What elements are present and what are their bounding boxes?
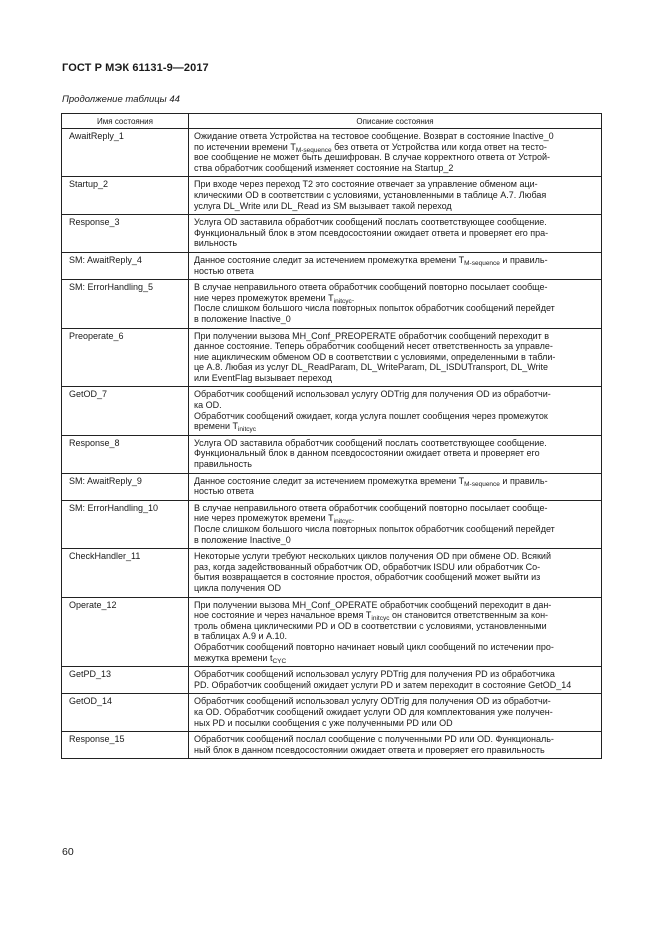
line-text: . [351,292,355,303]
state-description-cell [189,328,602,387]
state-description-cell [189,387,602,435]
line-text: он становится ответственным за кон- [389,610,549,621]
description-line: бытия возвращается в состояние простоя, обработчик сообщений может выйти из [194,572,541,583]
description-line: Обработчик сообщений использовал услугу ODTrig для получения OD из обработчи- [194,389,551,400]
line-text: ние через промежуток времени T [194,513,334,524]
line-text: ное состояние и через начальное время T [194,610,372,621]
description-line: В случае неправильного ответа обработчик сообщений повторно посылает сообще- [194,282,548,293]
description-line: В случае неправильного ответа обработчик сообщений повторно посылает сообще- [194,502,548,513]
description-line: в таблицах A.9 и A.10. [194,631,288,642]
description-line: После слишком большого числа повторных попыток обработчик сообщений перейдет [194,524,555,534]
state-name-cell: GetOD_7 [62,387,189,435]
line-text: времени T [194,421,238,432]
state-name-cell: SM: ErrorHandling_10 [62,500,189,548]
state-description-cell [189,177,602,215]
description-line: Некоторые услуги требуют нескольких циклов получения OD при обмене OD. Всякий [194,551,551,562]
subscript: initcyc [237,426,257,434]
table-row [62,549,602,597]
description-line: цикла получения OD [194,582,281,593]
state-description-cell [189,473,602,500]
state-name-cell: GetOD_14 [62,694,189,732]
state-name-cell: AwaitReply_1 [62,129,189,177]
state-description-cell [189,667,602,694]
state-table [61,113,602,759]
table-row [62,732,602,759]
line-text: без ответа от Устройства или когда ответ на тесто- [331,141,547,152]
line-text: межутка времени t [194,652,273,663]
state-description-cell [189,694,602,732]
table-row [62,435,602,473]
description-line [194,610,595,621]
state-name-cell: Response_8 [62,435,189,473]
description-line: При получении вызова MH_Conf_PREOPERATE обработчик сообщений переходит в [194,330,550,341]
subscript: initcyc [333,297,352,305]
state-name-cell: SM: AwaitReply_9 [62,473,189,500]
state-name-cell: SM: AwaitReply_4 [62,252,189,279]
table-row [62,252,602,279]
description-line [194,142,595,153]
description-line: клическими OD в соответствии с условиями, установленными в таблице A.7. Любая [194,189,547,200]
table-row [62,473,602,500]
state-description-cell [189,732,602,759]
table-continuation-caption: Продолжение таблицы 44 [62,94,180,105]
description-line: После слишком большого числа повторных попыток обработчик сообщений перейдет [194,303,555,314]
description-line: Обработчик сообщений использовал услугу PDTrig для получения PD из обработчика [194,669,555,680]
state-description-cell [189,597,602,667]
state-name-cell: Startup_2 [62,177,189,215]
description-line: ка OD. Обработчик сообщений ожидает услуги OD для комплектования уже получен- [194,706,553,717]
table-header-row [62,114,602,129]
description-line: При получении вызова MH_Conf_OPERATE обработчик сообщений переходит в дан- [194,599,552,610]
description-line: ностью ответа [194,265,254,276]
table-row [62,500,602,548]
column-header-state-name: Имя состояния [62,114,189,129]
state-description-cell [189,129,602,177]
description-line: Услуга OD заставила обработчик сообщений послать соответствующее сообщение. [194,217,547,228]
description-line: вильность [194,238,238,249]
description-line: Обработчик сообщений повторно начинает новый цикл сообщений по истечении про- [194,641,554,652]
table-row [62,177,602,215]
description-line: вое сообщение не может быть дешифрован. В случае корректного ответа от Устрой- [194,152,550,163]
subscript: M-sequence [464,259,500,267]
table-row [62,387,602,435]
description-line: Обработчик сообщений использовал услугу ODTrig для получения OD из обработчи- [194,696,551,707]
state-name-cell: Operate_12 [62,597,189,667]
state-description-cell [189,215,602,253]
line-text: и правиль- [499,254,548,265]
state-description-cell [189,252,602,279]
description-line: ностью ответа [194,486,254,497]
table-row [62,694,602,732]
description-line: ка OD. [194,400,222,411]
description-line: раз, когда задействованный обработчик OD, обработчик ISDU или обработчик Со- [194,561,541,572]
description-line [194,421,595,432]
description-line [194,513,595,524]
column-header-state-description: Описание состояния [189,114,602,129]
description-line: Обработчик сообщений послал сообщение с полученными PD или OD. Функциональ- [194,734,554,745]
description-line [194,653,595,664]
description-line: ние ациклическим обменом OD в соответствии с условиями, определенными в табли- [194,351,556,362]
state-name-cell: Response_15 [62,732,189,759]
description-line [194,255,595,266]
table-row [62,597,602,667]
state-name-cell: GetPD_13 [62,667,189,694]
state-name-cell: SM: ErrorHandling_5 [62,280,189,328]
line-text: по истечении времени T [194,141,296,152]
subscript: M-sequence [464,480,500,488]
state-name-cell: CheckHandler_11 [62,549,189,597]
description-line: услуга DL_Write или DL_Read из SM вызывает такой переход [194,200,452,211]
state-name-cell: Preoperate_6 [62,328,189,387]
table-row [62,129,602,177]
subscript: initcyc [333,518,352,526]
line-text: и правиль- [499,475,548,486]
description-line: ных PD и посылки сообщения с уже полученными PD или OD [194,717,453,728]
subscript: M-sequence [295,146,332,154]
description-line: PD. Обработчик сообщений ожидает услуги PD и затем переходит в состояние GetOD_14 [194,679,572,690]
description-line: правильность [194,459,252,470]
description-line [194,476,595,487]
description-line: При входе через переход T2 это состояние отвечает за управление обменом аци- [194,179,538,190]
description-line: це A.8. Любая из услуг DL_ReadParam, DL_WriteParam, DL_ISDUTransport, DL_Write [194,362,549,373]
standard-number: ГОСТ Р МЭК 61131-9—2017 [62,62,209,74]
state-description-cell [189,500,602,548]
table-row [62,667,602,694]
description-line: или EventFlag вызывает переход [194,372,332,383]
line-text: Данное состояние следит за истечением промежутка времени T [194,254,465,265]
description-line: Услуга OD заставила обработчик сообщений послать соответствующее сообщение. [194,437,547,448]
line-text: Данное состояние следит за истечением промежутка времени T [194,475,465,486]
description-line [194,293,595,304]
description-line: в положение Inactive_0 [194,313,291,324]
description-line: данное состояние. Теперь обработчик сообщений несет ответственность за управле- [194,341,553,352]
description-line: Обработчик сообщений ожидает, когда услуга пошлет сообщения через промежуток [194,410,548,421]
state-description-cell [189,549,602,597]
subscript: initcyc [371,615,390,623]
state-description-cell [189,280,602,328]
description-line: Функциональный блок в данном псевдосостоянии ожидает ответа и проверяет его [194,448,540,459]
table-row [62,215,602,253]
description-line: Ожидание ответа Устройства на тестовое сообщение. Возврат в состояние Inactive_0 [194,131,554,141]
description-line: ства обработчик сообщений изменяет состояние на Startup_2 [194,162,454,173]
description-line: Функциональный блок в этом псевдосостоянии ожидает ответа и проверяет его пра- [194,227,549,238]
description-line: в положение Inactive_0 [194,534,291,545]
state-description-cell [189,435,602,473]
description-line: ный блок в данном псевдосостоянии ожидает ответа и проверяет его правильность [194,744,545,755]
line-text: ние через промежуток времени T [194,292,334,303]
description-line: троль обмена циклическими PD и OD в соответствии с условиями, установленными [194,620,547,631]
table-row [62,280,602,328]
table-row [62,328,602,387]
state-name-cell: Response_3 [62,215,189,253]
subscript: CYC [272,657,287,665]
page-number: 60 [62,846,74,858]
line-text: . [351,513,355,524]
